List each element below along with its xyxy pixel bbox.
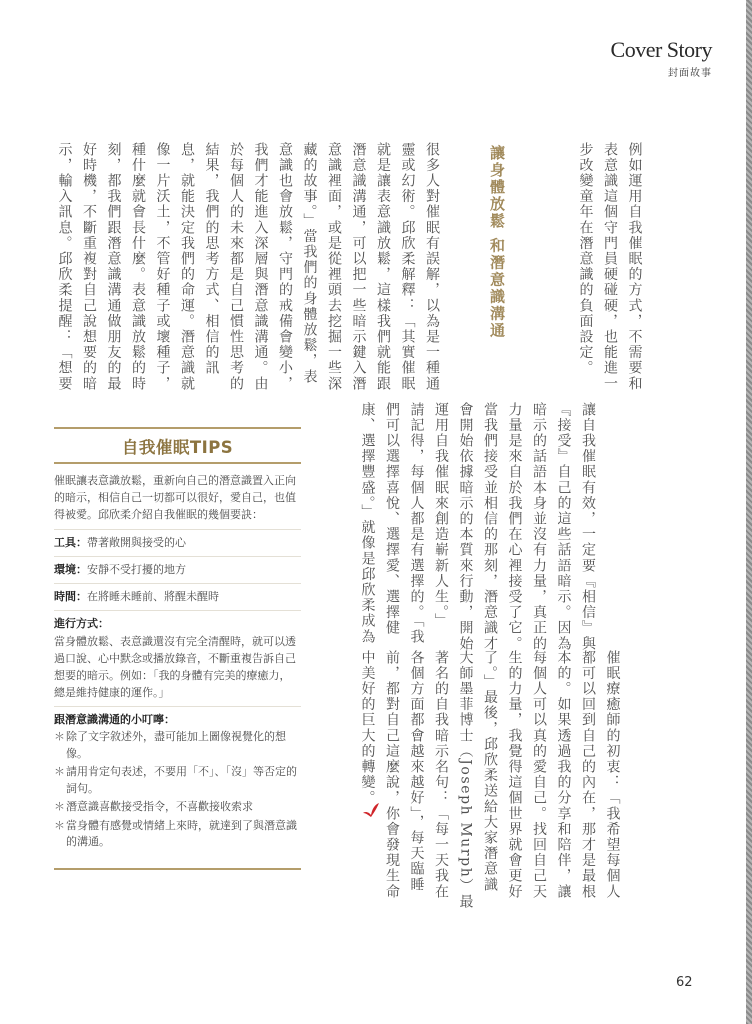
- tips-row-label: 環境：: [54, 563, 87, 576]
- tips-reminder-item: [54, 764, 301, 797]
- tips-reminder-item: [54, 799, 301, 816]
- tips-row-value: 在將睡未睡前、將醒未醒時: [87, 590, 219, 603]
- text-column: 各個方面都會越來越好」，每天臨睡: [408, 650, 425, 893]
- tips-method-title: 進行方式：: [54, 617, 109, 630]
- tips-row-value: 安靜不受打擾的地方: [87, 563, 186, 576]
- tips-bottom-rule: [54, 868, 301, 870]
- text-column: 步改變童年在潛意識的負面設定。: [577, 142, 594, 376]
- section-heading-line: 和潛意識溝通: [488, 237, 506, 340]
- text-column: 當我們接受並相信的那刻，潛意識才: [482, 402, 498, 652]
- tips-row-tool: [54, 529, 301, 556]
- text-column: 大師墨菲博士（Joseph Murph）最: [457, 650, 474, 910]
- article-top-columns: [573, 142, 647, 392]
- text-column: 息，就能決定我們的命運。潛意識就: [179, 142, 195, 392]
- article-middle-columns: [355, 402, 600, 652]
- page-edge: [746, 0, 752, 1024]
- text-column: 種什麼就會長什麼。表意識放鬆的時: [130, 142, 146, 392]
- article-left-columns: [52, 142, 444, 392]
- tips-title-rule: [54, 462, 301, 464]
- page-number: 62: [676, 975, 693, 990]
- text-column: 很多人對催眠有誤解，以為是一種通: [424, 142, 440, 392]
- tips-row-time: [54, 583, 301, 610]
- text-column: 了。」最後，邱欣柔送給大家潛意識: [482, 650, 498, 893]
- article-bottom-columns: [355, 650, 625, 910]
- section-heading: [484, 145, 510, 339]
- section-heading-line: 讓身體放鬆: [488, 145, 506, 230]
- tips-reminder-item: [54, 729, 301, 762]
- text-column: 示，輸入訊息。邱欣柔提醒：「想要: [56, 142, 73, 392]
- text-column: 都可以回到自己的內在，那才是最根: [580, 650, 596, 900]
- text-column: 意識也會放鬆，守門的戒備會變小，: [277, 142, 293, 392]
- tips-reminder-text: 當身體有感覺或情緒上來時，就達到了與潛意識的溝通。: [66, 818, 297, 848]
- text-column: 我們才能進入深層與潛意識溝通。由: [252, 142, 269, 392]
- text-column: 力量是來自於我們在心裡接受了它。: [506, 402, 523, 652]
- tips-reminder-title: 跟潛意識溝通的小叮嚀：: [54, 713, 175, 726]
- tips-reminder-list: [54, 729, 301, 851]
- text-column: 本的。如果透過我的分享和陪伴，讓: [555, 650, 572, 900]
- text-column: 暗示的話語本身並沒有力量，真正的: [531, 402, 547, 652]
- text-column: 靈或幻術。邱欣柔解釋：「其實催眠: [399, 142, 416, 392]
- text-column: 例如運用自我催眠的方式，不需要和: [626, 142, 643, 392]
- bullet-asterisk-icon: ＊: [54, 818, 65, 832]
- tips-reminders: [54, 706, 301, 858]
- butterfly-icon: [362, 802, 380, 818]
- tips-row-environment: [54, 556, 301, 583]
- tips-reminder-text: 請用肯定句表述，不要用「不」、「沒」等否定的詞句。: [66, 765, 297, 795]
- section-header: [611, 38, 712, 79]
- bullet-asterisk-icon: ＊: [54, 730, 65, 743]
- tips-box: [54, 427, 301, 870]
- tips-row-label: 工具：: [54, 536, 87, 549]
- bullet-asterisk-icon: ＊: [54, 800, 65, 813]
- tips-method-text: 當身體放鬆、表意識還沒有完全清醒時，就可以透過口說、心中默念或播放錄音，不斷重複告訴自己想要的暗示。例如：「我的身體有完美的療癒力，總是維持健康的運作。」: [54, 635, 296, 699]
- text-column: 請記得，每個人都是有選擇的。「我: [408, 402, 425, 645]
- section-title: Cover Story: [610, 37, 712, 62]
- bullet-asterisk-icon: ＊: [54, 765, 65, 778]
- text-column: 讓自我催眠有效，一定要『相信』與: [580, 402, 596, 652]
- text-column: 中美好的巨大的轉變。: [359, 650, 376, 806]
- text-column: 們可以選擇喜悅、選擇愛、選擇健: [384, 402, 400, 636]
- tips-reminder-item: [54, 818, 301, 851]
- tips-method: [54, 610, 301, 706]
- text-column: 刻，都我們跟潛意識溝通做朋友的最: [105, 142, 122, 392]
- text-column: 康、選擇豐盛。」就像是邱欣柔成為: [359, 402, 376, 645]
- tips-row-value: 帶著敞開與接受的心: [87, 536, 186, 549]
- tips-intro: 催眠讓表意識放鬆，重新向自己的潛意識置入正向的暗示，相信自己一切都可以很好，愛自己，也值得被愛。邱欣柔介紹自我催眠的幾個要訣：: [54, 474, 296, 521]
- tips-reminder-text: 除了文字敘述外，盡可能加上圖像視覺化的想像。: [66, 730, 286, 760]
- text-column: 會開始依據暗示的本質來行動，開始: [457, 402, 474, 652]
- text-column: 潛意識溝通，可以把一些暗示鍵入潛: [350, 142, 367, 392]
- text-column: 好時機，不斷重複對自己說想要的暗: [81, 142, 97, 392]
- text-column: 著名的自我暗示名句：「每一天我在: [433, 650, 449, 900]
- tips-row-label: 時間：: [54, 590, 87, 603]
- text-column: 結果，我們的思考方式、相信的訊: [203, 142, 220, 376]
- text-column: 意識裡面，或是從裡頭去挖掘一些深: [326, 142, 342, 392]
- text-column: 藏的故事。」當我們的身體放鬆，表: [301, 142, 318, 385]
- text-column: 催眠療癒師的初衷：「我希望每個人: [604, 650, 621, 900]
- text-column: 前，都對自己這麼說，你會發現生命: [384, 650, 400, 900]
- tips-title: 自我催眠TIPS: [121, 438, 234, 457]
- text-column: 運用自我催眠來創造嶄新人生。」: [433, 402, 449, 629]
- text-column: 表意識這個守門員硬碰硬，也能進一: [602, 142, 618, 392]
- text-column: 像一片沃土，不管好種子或壞種子，: [154, 142, 171, 392]
- text-column: 生的力量，我覺得這個世界就會更好: [506, 650, 523, 900]
- text-column: 於每個人的未來都是自己慣性思考的: [228, 142, 244, 392]
- text-column: 每個人可以真的愛自己。找回自己天: [531, 650, 547, 900]
- tips-reminder-text: 潛意識喜歡接受指令，不喜歡接收索求: [66, 800, 253, 813]
- section-subtitle: 封面故事: [668, 68, 712, 79]
- text-column: 就是讓表意識放鬆，這樣我們就能跟: [375, 142, 391, 392]
- text-column: 『接受』自己的這些話語暗示。因為: [555, 402, 572, 652]
